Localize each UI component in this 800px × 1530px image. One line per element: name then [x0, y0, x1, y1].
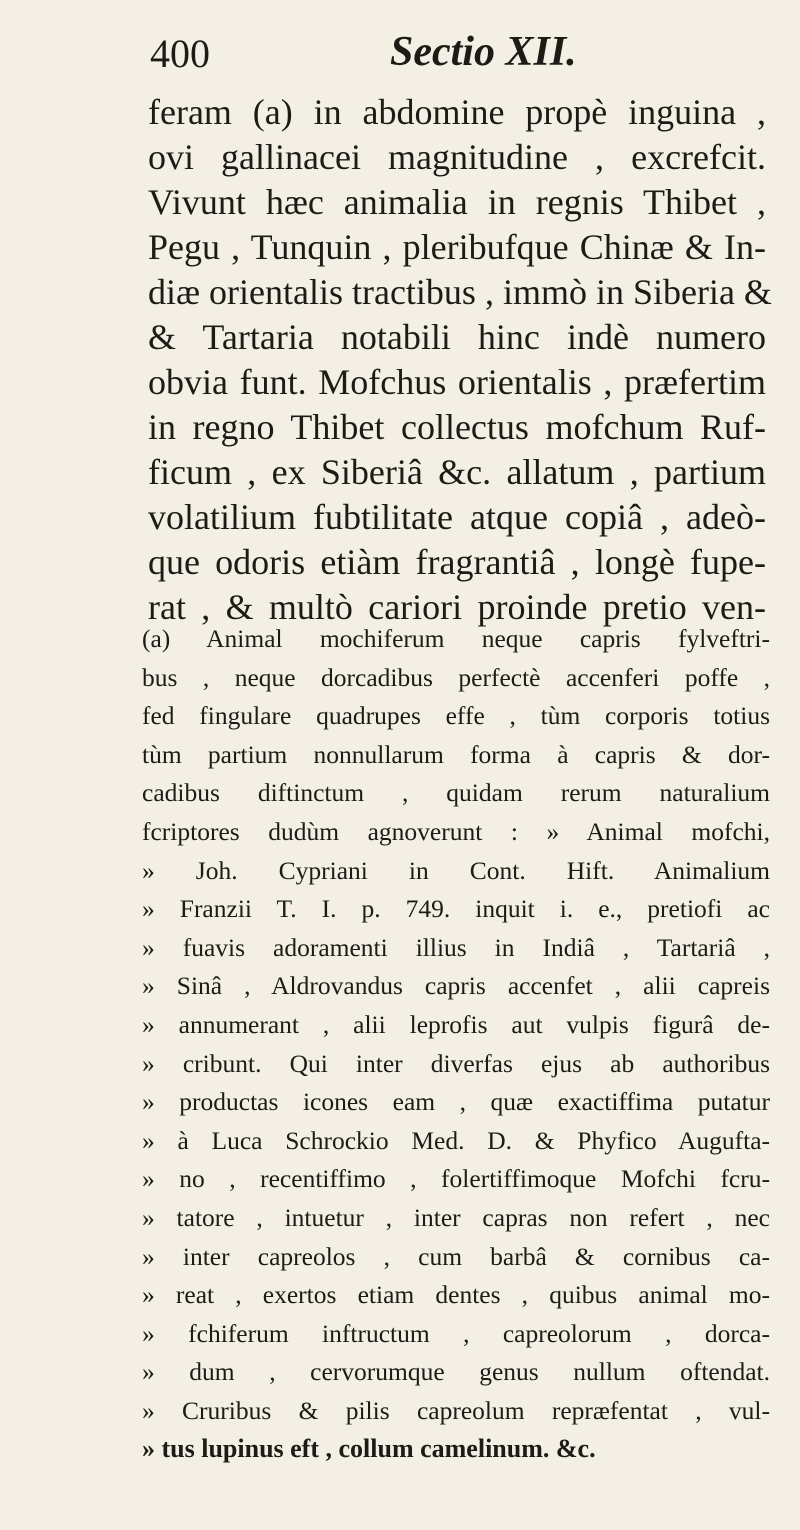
footnote-line: » tus lupinus eft , collum camelinum. &c. — [142, 1434, 596, 1464]
text-line: ficum , ex Siberiâ &c. allatum , partium — [148, 452, 766, 492]
text-line: volatilium fubtilitate atque copiâ , adeò- — [148, 497, 766, 537]
footnote-line: » Cruribus & pilis capreolum repræfentat , vul- — [142, 1395, 770, 1425]
footnote-line: » Franzii T. I. p. 749. inquit i. e., pretiofi ac — [142, 894, 770, 924]
text-line: Pegu , Tunquin , pleribufque Chinæ & In- — [148, 227, 766, 267]
page-number: 400 — [150, 31, 210, 76]
footnote-line: (a) Animal mochiferum neque capris fylveftri- — [142, 624, 770, 653]
page-header — [150, 30, 760, 90]
footnote-line: » dum , cervorumque genus nullum oftendat. — [142, 1357, 770, 1387]
footnote-line: » productas icones eam , quæ exactiffima putatur — [142, 1087, 770, 1117]
main-text — [148, 90, 772, 630]
footnote-line: » no , recentiffimo , folertiffimoque Mofchi fcru- — [142, 1164, 770, 1194]
footnote-line: cadibus diftinctum , quidam rerum naturalium — [142, 778, 770, 808]
footnote — [142, 620, 770, 1469]
text-line: & Tartaria notabili hinc indè numero — [148, 317, 766, 357]
text-line: ovi gallinacei magnitudine , excrefcit. — [148, 137, 766, 177]
text-line: rat , & multò cariori proinde pretio ven- — [148, 587, 766, 627]
footnote-line: » annumerant , alii leprofis aut vulpis figurâ de- — [142, 1009, 770, 1039]
footnote-line: » inter capreolos , cum barbâ & cornibus ca- — [142, 1241, 770, 1271]
footnote-line: » Joh. Cypriani in Cont. Hift. Animalium — [142, 855, 770, 885]
footnote-line: bus , neque dorcadibus perfectè accenferi poffe , — [142, 662, 770, 692]
text-line: que odoris etiàm fragrantiâ , longè fupe- — [148, 542, 766, 582]
text-line: feram (a) in abdomine propè inguina , — [148, 92, 766, 132]
text-line: in regno Thibet collectus mofchum Ruf- — [148, 407, 766, 447]
footnote-line: fcriptores dudùm agnoverunt : » Animal mofchi, — [142, 816, 770, 846]
footnote-line: » reat , exertos etiam dentes , quibus animal mo- — [142, 1280, 770, 1310]
footnote-line: fed fingulare quadrupes effe , tùm corporis totius — [142, 701, 770, 731]
running-title: Sectio XII. — [390, 29, 577, 75]
footnote-line: » tatore , intuetur , inter capras non refert , nec — [142, 1202, 770, 1232]
footnote-line: » Sinâ , Aldrovandus capris accenfet , alii capreis — [142, 971, 770, 1001]
footnote-line: » à Luca Schrockio Med. D. & Phyfico Augufta- — [142, 1125, 770, 1155]
text-line: diæ orientalis tractibus , immò in Siberia & — [148, 272, 772, 312]
footnote-line: » cribunt. Qui inter diverfas ejus ab authoribus — [142, 1048, 770, 1078]
footnote-line: tùm partium nonnullarum forma à capris & dor- — [142, 739, 770, 769]
text-line: Vivunt hæc animalia in regnis Thibet , — [148, 182, 766, 222]
footnote-line: » fuavis adoramenti illius in Indiâ , Tartariâ , — [142, 932, 770, 962]
text-line: obvia funt. Mofchus orientalis , præfertim — [148, 362, 766, 402]
footnote-line: » fchiferum inftructum , capreolorum , dorca- — [142, 1318, 770, 1348]
